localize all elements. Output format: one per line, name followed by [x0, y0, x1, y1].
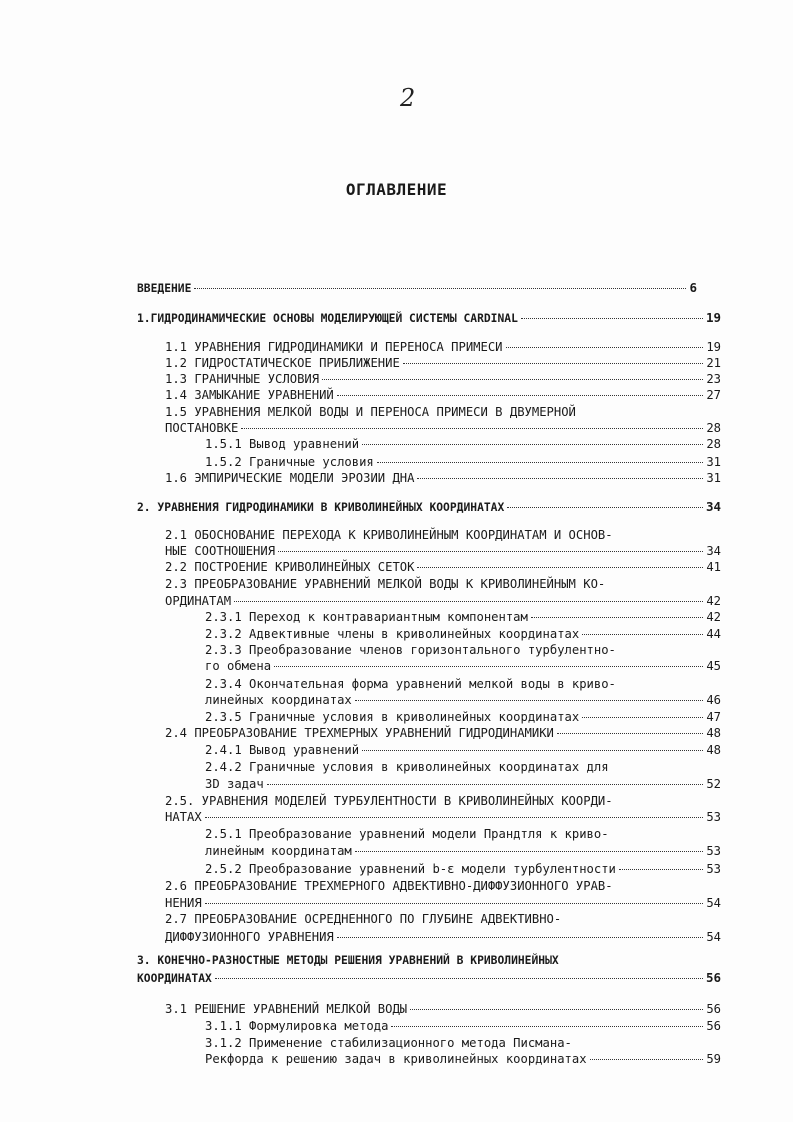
toc-entry-2-3-2[interactable]: 2.3.2 Адвективные члены в криволинейных координатах 44 [205, 627, 721, 641]
toc-entry-2-5-line1[interactable]: 2.5. УРАВНЕНИЯ МОДЕЛЕЙ ТУРБУЛЕНТНОСТИ В КРИВОЛИНЕЙНЫХ КООРДИ- [165, 794, 613, 808]
toc-chapter-3-line1[interactable]: 3. КОНЕЧНО-РАЗНОСТНЫЕ МЕТОДЫ РЕШЕНИЯ УРАВНЕНИЙ В КРИВОЛИНЕЙНЫХ [137, 954, 559, 967]
toc-chapter-2[interactable]: 2. УРАВНЕНИЯ ГИДРОДИНАМИКИ В КРИВОЛИНЕЙНЫХ КООРДИНАТАХ 34 [137, 499, 721, 514]
toc-entry-3-1[interactable]: 3.1 РЕШЕНИЕ УРАВНЕНИЙ МЕЛКОЙ ВОДЫ 56 [165, 1002, 721, 1016]
toc-entry-2-3-3-line1[interactable]: 2.3.3 Преобразование членов горизонтального турбулентно- [205, 643, 616, 657]
toc-entry-intro[interactable]: ВВЕДЕНИЕ 6 [137, 280, 697, 295]
toc-entry-1-5[interactable]: ПОСТАНОВКЕ 28 [165, 421, 721, 435]
toc-chapter-1[interactable]: 1.ГИДРОДИНАМИЧЕСКИЕ ОСНОВЫ МОДЕЛИРУЮЩЕЙ СИСТЕМЫ CARDINAL 19 [137, 310, 721, 325]
toc-entry-1-5-1[interactable]: 1.5.1 Вывод уравнений 28 [205, 437, 721, 451]
toc-entry-2-3-4[interactable]: линейных координатах 46 [205, 693, 721, 707]
toc-entry-3-1-2-line1[interactable]: 3.1.2 Применение стабилизационного метода Писмана- [205, 1036, 572, 1050]
toc-entry-1-5-line1[interactable]: 1.5 УРАВНЕНИЯ МЕЛКОЙ ВОДЫ И ПЕРЕНОСА ПРИМЕСИ В ДВУМЕРНОЙ [165, 405, 576, 419]
toc-entry-1-6[interactable]: 1.6 ЭМПИРИЧЕСКИЕ МОДЕЛИ ЭРОЗИИ ДНА 31 [165, 471, 721, 485]
toc-entry-2-5-2[interactable]: 2.5.2 Преобразование уравнений b-ε модели турбулентности 53 [205, 862, 721, 876]
toc-chapter-3[interactable]: КООРДИНАТАХ 56 [137, 970, 721, 985]
toc-entry-2-2[interactable]: 2.2 ПОСТРОЕНИЕ КРИВОЛИНЕЙНЫХ СЕТОК 41 [165, 560, 721, 574]
toc-entry-1-3[interactable]: 1.3 ГРАНИЧНЫЕ УСЛОВИЯ 23 [165, 372, 721, 386]
toc-entry-2-5-1-line1[interactable]: 2.5.1 Преобразование уравнений модели Прандтля к криво- [205, 827, 609, 841]
toc-entry-2-3-line1[interactable]: 2.3 ПРЕОБРАЗОВАНИЕ УРАВНЕНИЙ МЕЛКОЙ ВОДЫ К КРИВОЛИНЕЙНЫМ КО- [165, 577, 606, 591]
toc-entry-2-3-5[interactable]: 2.3.5 Граничные условия в криволинейных координатах 47 [205, 710, 721, 724]
toc-entry-2-3[interactable]: ОРДИНАТАМ 42 [165, 594, 721, 608]
toc-entry-1-4[interactable]: 1.4 ЗАМЫКАНИЕ УРАВНЕНИЙ 27 [165, 388, 721, 402]
toc-entry-2-4-2[interactable]: 3D задач 52 [205, 777, 721, 791]
toc-entry-3-1-1[interactable]: 3.1.1 Формулировка метода 56 [205, 1019, 721, 1033]
toc-entry-1-1[interactable]: 1.1 УРАВНЕНИЯ ГИДРОДИНАМИКИ И ПЕРЕНОСА ПРИМЕСИ 19 [165, 340, 721, 354]
page-number: 2 [400, 84, 416, 112]
toc-entry-2-4-2-line1[interactable]: 2.4.2 Граничные условия в криволинейных координатах для [205, 760, 609, 774]
toc-entry-1-2[interactable]: 1.2 ГИДРОСТАТИЧЕСКОЕ ПРИБЛИЖЕНИЕ 21 [165, 356, 721, 370]
toc-entry-2-1[interactable]: НЫЕ СООТНОШЕНИЯ 34 [165, 544, 721, 558]
toc-entry-2-3-4-line1[interactable]: 2.3.4 Окончательная форма уравнений мелкой воды в криво- [205, 677, 616, 691]
toc-entry-2-6-line1[interactable]: 2.6 ПРЕОБРАЗОВАНИЕ ТРЕХМЕРНОГО АДВЕКТИВНО-ДИФФУЗИОННОГО УРАВ- [165, 879, 613, 893]
toc-entry-2-6[interactable]: НЕНИЯ 54 [165, 896, 721, 910]
toc-entry-2-5[interactable]: НАТАХ 53 [165, 810, 721, 824]
toc-entry-2-1-line1[interactable]: 2.1 ОБОСНОВАНИЕ ПЕРЕХОДА К КРИВОЛИНЕЙНЫМ КООРДИНАТАМ И ОСНОВ- [165, 528, 613, 542]
toc-entry-2-4-1[interactable]: 2.4.1 Вывод уравнений 48 [205, 743, 721, 757]
toc-entry-2-7[interactable]: ДИФФУЗИОННОГО УРАВНЕНИЯ 54 [165, 930, 721, 944]
toc-title: ОГЛАВЛЕНИЕ [345, 180, 448, 199]
toc-entry-2-7-line1[interactable]: 2.7 ПРЕОБРАЗОВАНИЕ ОСРЕДНЕННОГО ПО ГЛУБИНЕ АДВЕКТИВНО- [165, 912, 562, 926]
toc-entry-2-5-1[interactable]: линейным координатам 53 [205, 844, 721, 858]
toc-entry-1-5-2[interactable]: 1.5.2 Граничные условия 31 [205, 455, 721, 469]
toc-entry-3-1-2[interactable]: Рекфорда к решению задач в криволинейных координатах 59 [205, 1052, 721, 1066]
toc-entry-2-3-3[interactable]: го обмена 45 [205, 659, 721, 673]
toc-entry-2-4[interactable]: 2.4 ПРЕОБРАЗОВАНИЕ ТРЕХМЕРНЫХ УРАВНЕНИЙ ГИДРОДИНАМИКИ 48 [165, 726, 721, 740]
toc-entry-2-3-1[interactable]: 2.3.1 Переход к контравариантным компонентам 42 [205, 610, 721, 624]
